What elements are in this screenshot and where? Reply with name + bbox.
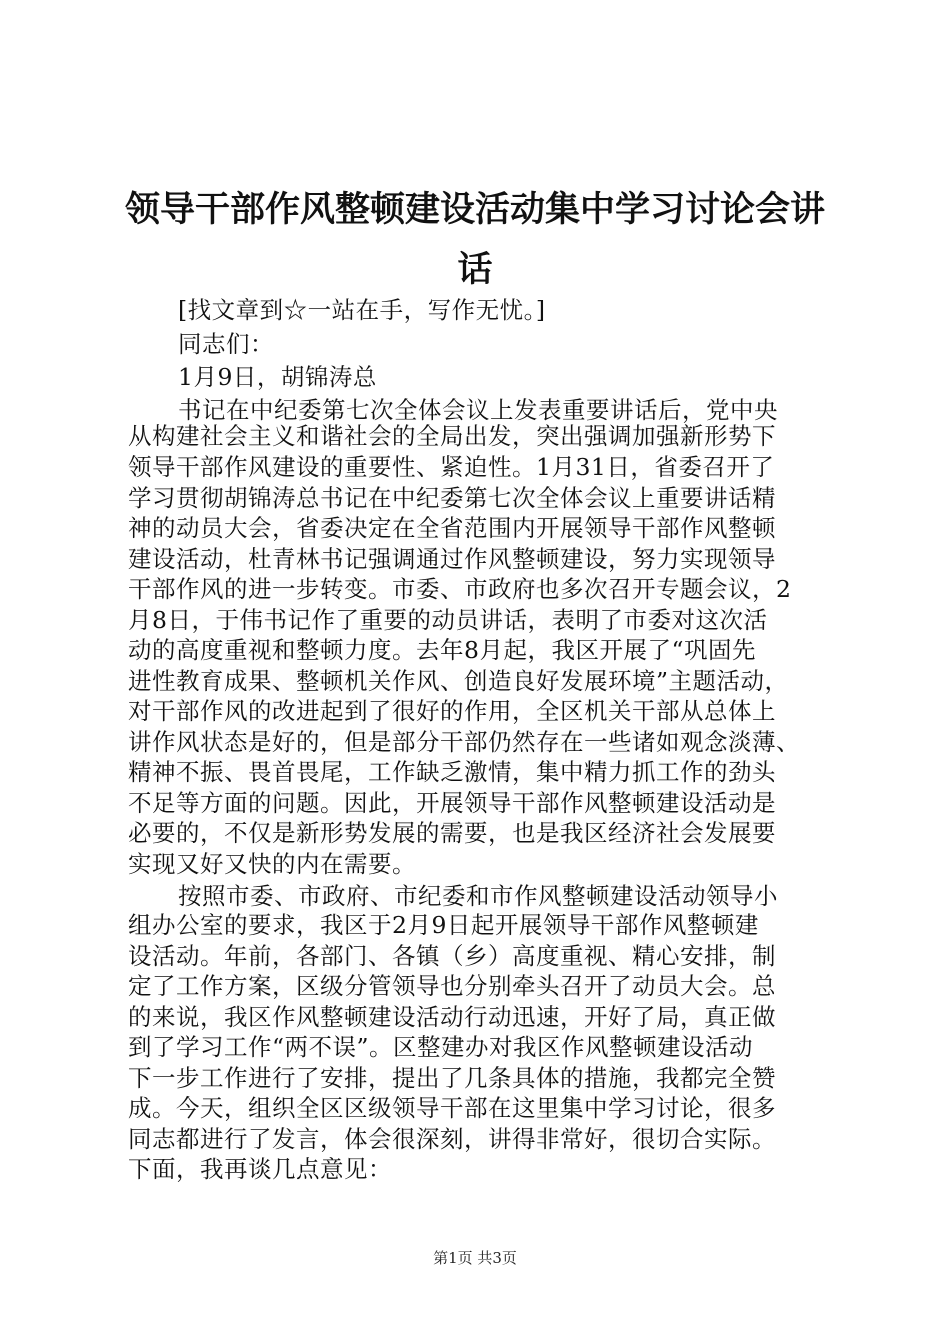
- body-line: 到了学习工作“两不误”。区整建办对我区作风整顿建设活动: [128, 1033, 754, 1061]
- salutation: 同志们：: [178, 330, 274, 358]
- body-line: 领导干部作风建设的重要性、紧迫性。1月31日，省委召开了: [128, 453, 775, 481]
- source-note: [找文章到☆一站在手，写作无忧。]: [178, 296, 546, 324]
- body-line: 动的高度重视和整顿力度。去年8月起，我区开展了“巩固先: [128, 636, 756, 664]
- body-line: 必要的，不仅是新形势发展的需要，也是我区经济社会发展要: [128, 819, 776, 847]
- body-line: 设活动。年前，各部门、各镇（乡）高度重视、精心安排，制: [128, 942, 776, 970]
- page-footer: 第1页 共3页: [433, 1249, 517, 1267]
- body-line: 的来说，我区作风整顿建设活动行动迅速，开好了局，真正做: [128, 1003, 776, 1031]
- document-title-line-2: 话: [457, 250, 493, 290]
- body-line: 成。今天，组织全区区级领导干部在这里集中学习讨论，很多: [128, 1094, 776, 1122]
- body-line: 讲作风状态是好的，但是部分干部仍然存在一些诸如观念淡薄、: [128, 728, 800, 756]
- body-line: 进性教育成果、整顿机关作风、创造良好发展环境”主题活动，: [128, 667, 789, 695]
- body-line: 实现又好又快的内在需要。: [128, 850, 416, 878]
- body-line: 学习贯彻胡锦涛总书记在中纪委第七次全体会议上重要讲话精: [128, 484, 776, 512]
- body-line: 精神不振、畏首畏尾，工作缺乏激情，集中精力抓工作的劲头: [128, 758, 776, 786]
- body-line: 干部作风的进一步转变。市委、市政府也多次召开专题会议，2: [128, 575, 792, 603]
- body-line: 书记在中纪委第七次全体会议上发表重要讲话后，党中央: [178, 396, 778, 424]
- body-line: 从构建社会主义和谐社会的全局出发，突出强调加强新形势下: [128, 422, 776, 450]
- body-line: 1月9日，胡锦涛总: [178, 363, 377, 391]
- body-line: 按照市委、市政府、市纪委和市作风整顿建设活动领导小: [178, 882, 778, 910]
- body-line: 不足等方面的问题。因此，开展领导干部作风整顿建设活动是: [128, 789, 776, 817]
- body-line: 神的动员大会，省委决定在全省范围内开展领导干部作风整顿: [128, 514, 776, 542]
- document-title-line-1: 领导干部作风整顿建设活动集中学习讨论会讲: [124, 190, 825, 230]
- body-line: 组办公室的要求，我区于2月9日起开展领导干部作风整顿建: [128, 911, 759, 939]
- body-line: 月8日，于伟书记作了重要的动员讲话，表明了市委对这次活: [128, 606, 768, 634]
- body-line: 同志都进行了发言，体会很深刻，讲得非常好，很切合实际。: [128, 1125, 776, 1153]
- body-line: 下一步工作进行了安排，提出了几条具体的措施，我都完全赞: [128, 1064, 776, 1092]
- body-line: 下面，我再谈几点意见：: [128, 1155, 392, 1183]
- body-line: 建设活动，杜青林书记强调通过作风整顿建设，努力实现领导: [128, 545, 776, 573]
- body-line: 对干部作风的改进起到了很好的作用，全区机关干部从总体上: [128, 697, 776, 725]
- body-line: 定了工作方案，区级分管领导也分别牵头召开了动员大会。总: [128, 972, 776, 1000]
